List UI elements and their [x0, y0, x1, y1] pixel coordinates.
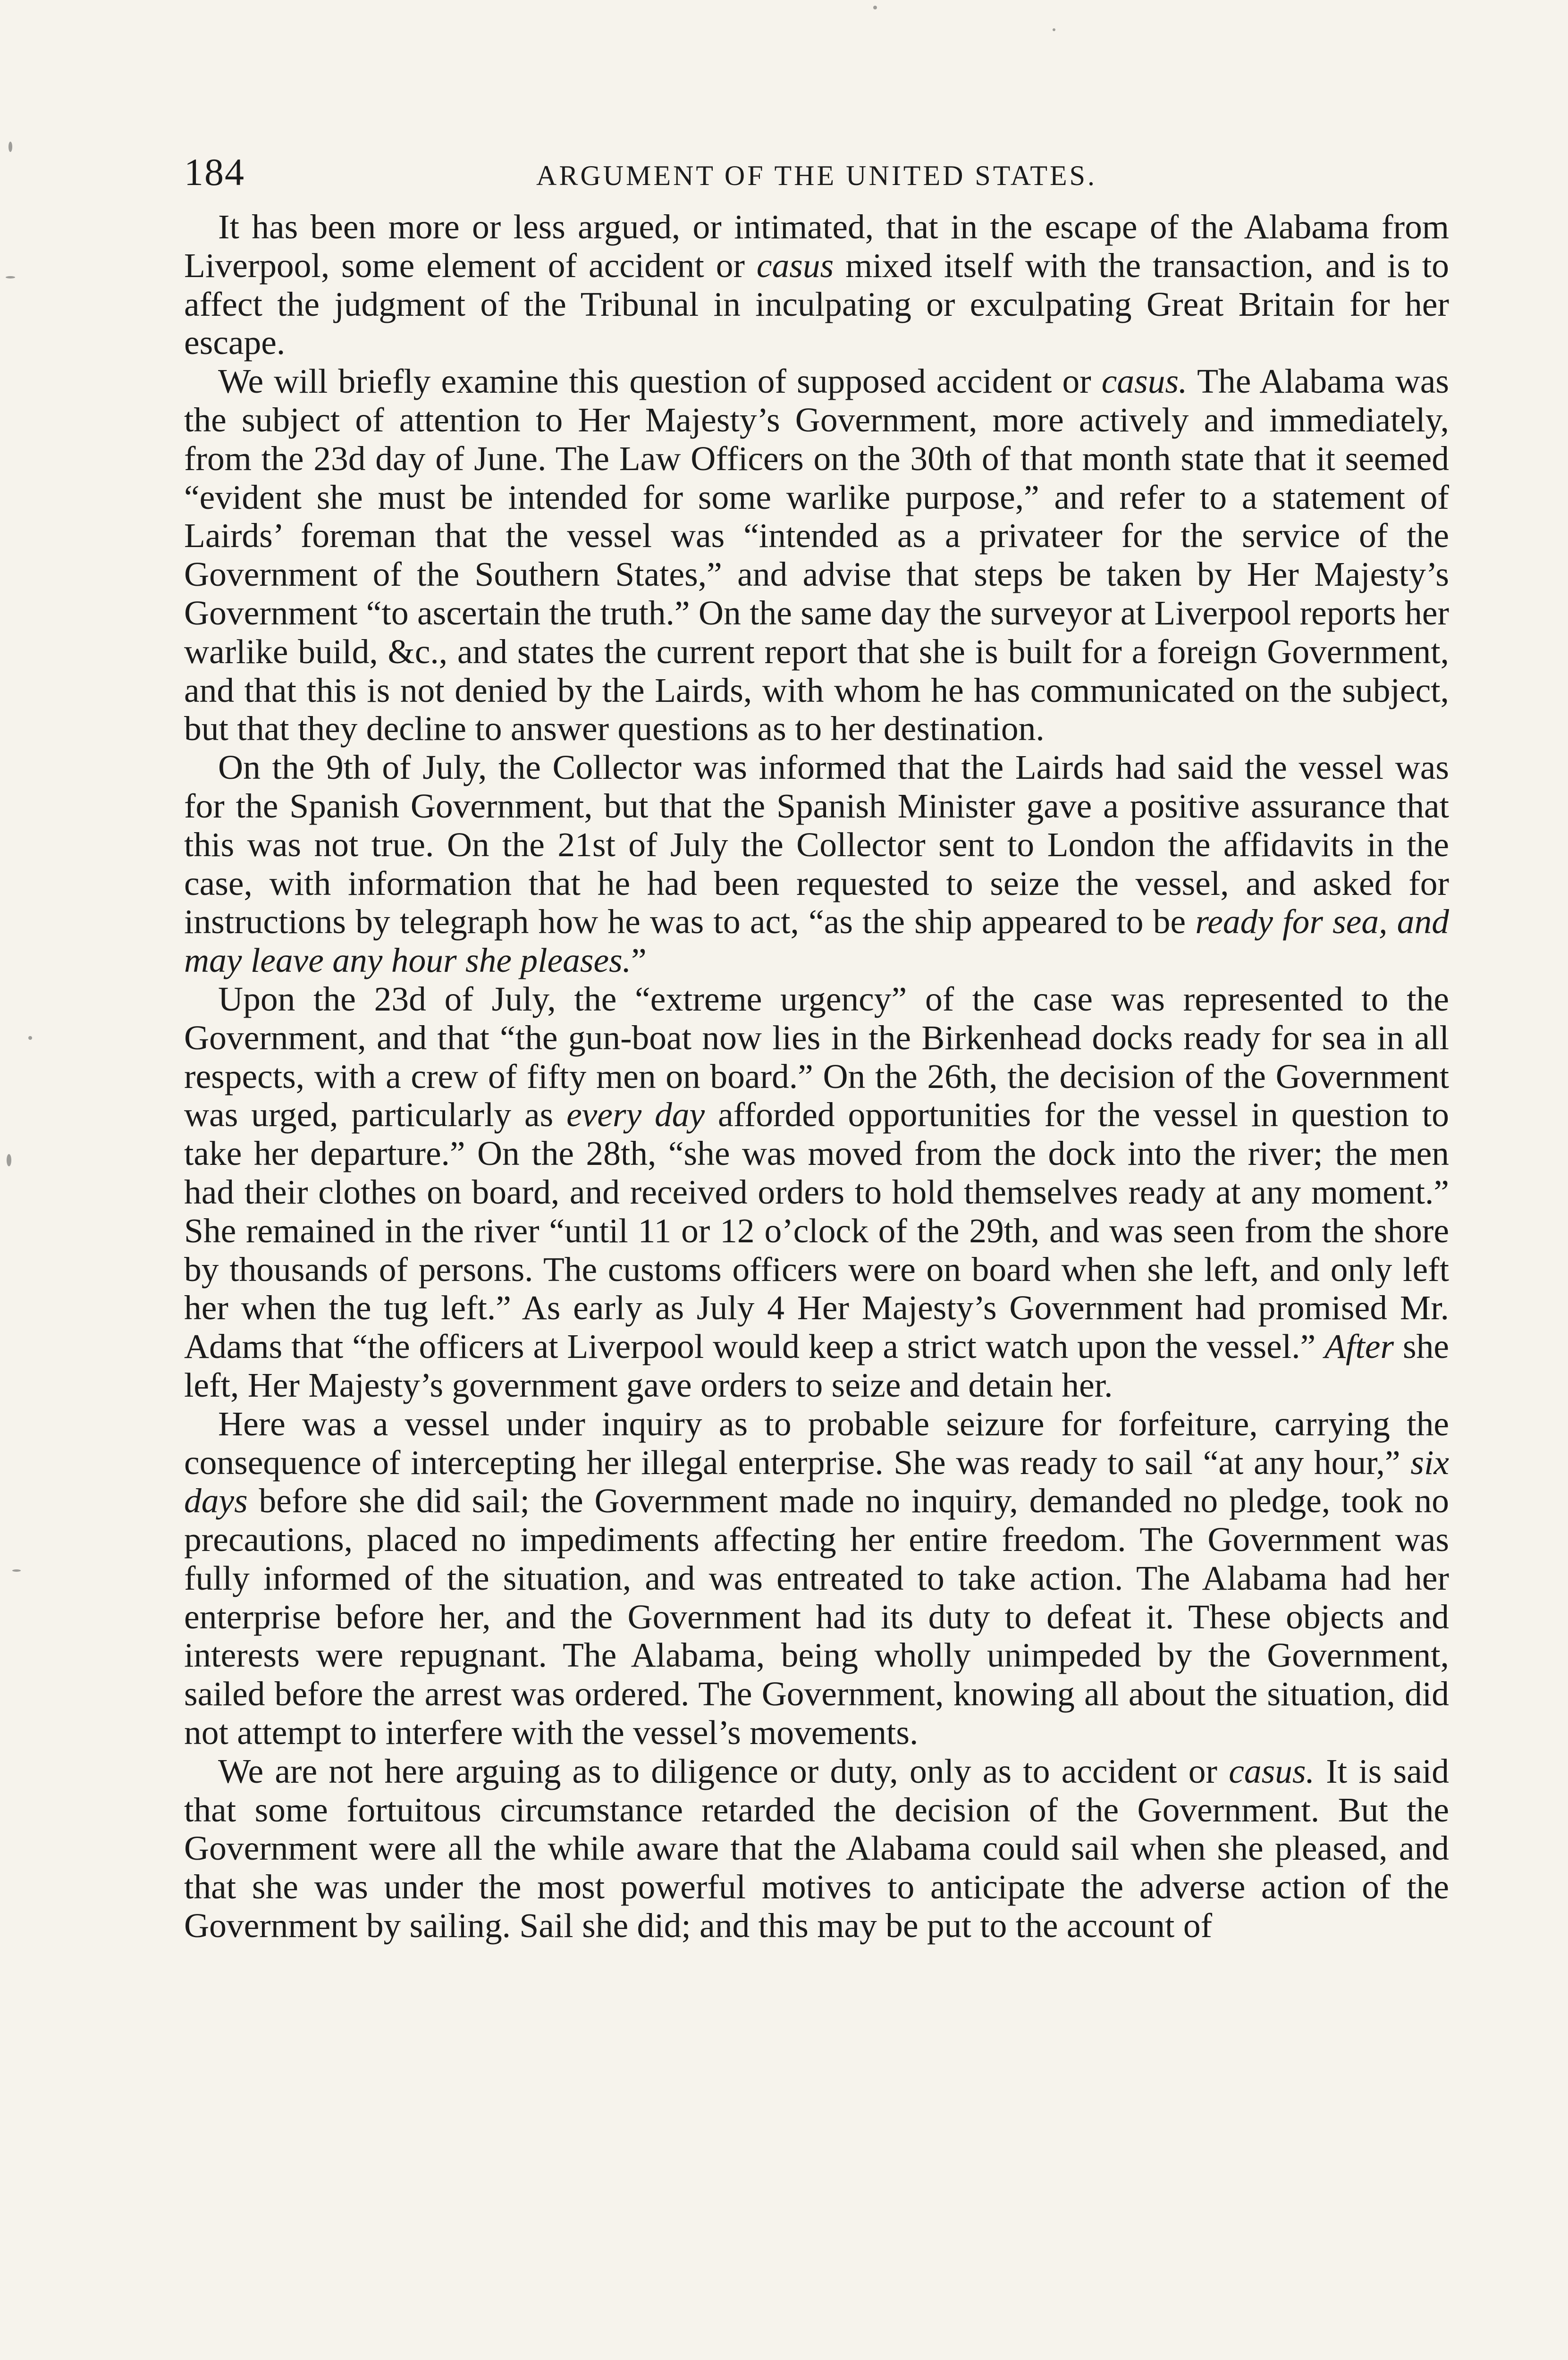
- italic-text: casus.: [1101, 362, 1188, 401]
- paragraph: [184, 208, 1449, 362]
- scan-speck: [7, 1154, 11, 1166]
- text-run: ”: [631, 941, 647, 980]
- running-title: ARGUMENT OF THE UNITED STATES.: [536, 160, 1097, 191]
- italic-text: casus: [756, 246, 834, 285]
- text-run: It is said that some fortuitous circumstance retarded the decision of the Government. But the Government were all the while aware that the Alabama could sail when she pleased, and that she was under the most powerful motives to anticipate the adverse action of the Government by sailing. Sail she did; and this may be put to the account of: [184, 1752, 1449, 1945]
- text-run: Upon the 23d of July, the “extreme urgency” of the case was represented to the Government, and that “the gun-boat now lies in the Birkenhead docks ready for sea in all respects, with a crew of fifty men on board.” On the 26th, the decision of the Government was urged, particularly as: [184, 979, 1449, 1134]
- scan-speck: [6, 276, 15, 278]
- text-run: afforded opportunities for the vessel in question to take her departure.” On the 28th, “she was moved from the dock into the river; the men had their clothes on board, and received orders to hold themselves ready at any moment.” She remained in the river “until 11 or 12 o’clock of the 29th, and was seen from the shore by thousands of persons. The customs officers were on board when she left, and only left her when the tug left.” As early as July 4 Her Majesty’s Government had promised Mr. Adams that “the officers at Liverpool would keep a strict watch upon the vessel.”: [184, 1096, 1449, 1366]
- italic-text: six days: [184, 1443, 1449, 1520]
- page-header: [184, 142, 1449, 208]
- text-run: We are not here arguing as to diligence or duty, only as to accident or: [218, 1752, 1229, 1790]
- paragraph: [184, 748, 1449, 980]
- italic-text: ready for sea, and may leave any hour she pleases.: [184, 902, 1450, 980]
- document-page: [184, 142, 1449, 1945]
- italic-text: After: [1324, 1327, 1394, 1366]
- text-run: On the 9th of July, the Collector was informed that the Lairds had said the vessel was for the Spanish Government, but that the Spanish Minister gave a positive assurance that this was not true. On the 21st of July the Collector sent to London the affidavits in the case, with information that he had been requested to seize the vessel, and asked for instructions by telegraph how he was to act, “as the ship appeared to be: [184, 748, 1449, 941]
- italic-text: casus.: [1229, 1752, 1315, 1790]
- body-text: [184, 208, 1449, 1945]
- text-run: Here was a vessel under inquiry as to probable seizure for forfeiture, carrying the consequence of intercepting her illegal enterprise. She was ready to sail “at any hour,”: [184, 1404, 1449, 1482]
- text-run: she left, Her Majesty’s government gave orders to seize and detain her.: [184, 1327, 1449, 1404]
- page-number: 184: [184, 151, 245, 194]
- text-run: The Alabama was the subject of attention to Her Majesty’s Government, more actively and immediately, from the 23d day of June. The Law Officers on the 30th of that month state that it seemed “evident she must be intended for some warlike purpose,” and refer to a statement of Lairds’ foreman that the vessel was “intended as a privateer for the service of the Government of the Southern States,” and advise that steps be taken by Her Majesty’s Government “to ascertain the truth.” On the same day the surveyor at Liverpool reports her warlike build, &c., and states the current report that she is built for a foreign Government, and that this is not denied by the Lairds, with whom he has communicated on the subject, but that they decline to answer questions as to her destination.: [184, 362, 1449, 748]
- paragraph: [184, 362, 1449, 748]
- text-run: It has been more or less argued, or intimated, that in the escape of the Alabama from Liverpool, some element of accident or: [184, 208, 1449, 285]
- italic-text: every day: [566, 1096, 705, 1134]
- scan-speck: [873, 6, 877, 9]
- paragraph: [184, 1752, 1449, 1945]
- scan-speck: [12, 1569, 21, 1572]
- text-run: We will briefly examine this question of supposed accident or: [218, 362, 1102, 401]
- scan-speck: [1053, 28, 1055, 31]
- text-run: before she did sail; the Government made no inquiry, demanded no pledge, took no precautions, placed no impediments affecting her entire freedom. The Government was fully informed of the situation, and was entreated to take action. The Alabama had her enterprise before her, and the Government had its duty to defeat it. These objects and interests were repugnant. The Alabama, being wholly unimpeded by the Government, sailed before the arrest was ordered. The Government, knowing all about the situation, did not attempt to interfere with the vessel’s movements.: [184, 1482, 1449, 1752]
- paragraph: [184, 1405, 1449, 1752]
- text-run: mixed itself with the transaction, and is to affect the judgment of the Tribunal in inculpating or exculpating Great Britain for her escape.: [184, 246, 1450, 362]
- paragraph: [184, 980, 1449, 1405]
- scan-speck: [28, 1036, 32, 1040]
- scan-speck: [8, 142, 12, 152]
